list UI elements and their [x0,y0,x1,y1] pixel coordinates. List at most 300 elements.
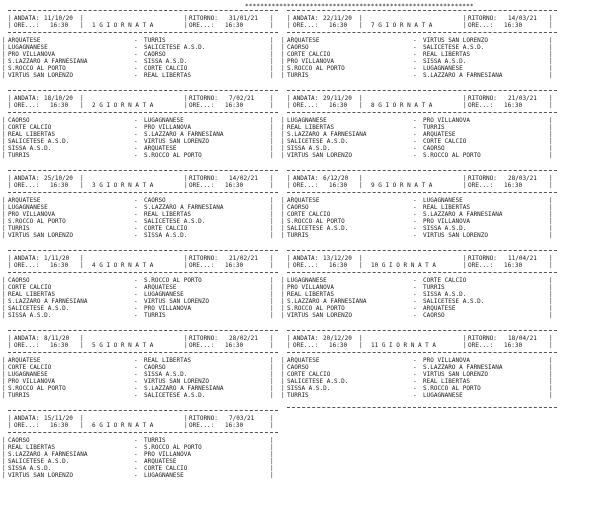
header-stars: ************************************************************ [245,3,474,10]
giornata-dates-row [8,95,278,102]
bar: | [281,378,285,385]
bar: | [463,255,467,262]
bar: | [463,22,467,29]
left-column [2,10,278,490]
bar: | [281,204,285,211]
bar: | [281,291,285,298]
bar: | [270,422,274,429]
bar: | [549,182,553,189]
home-team: VIRTUS SAN LORENZO [8,72,74,79]
bar: | [270,371,274,378]
match-row [2,392,278,399]
ore-ritorno: 16:30 [225,22,244,29]
home-team: S.LAZZARO A FARNESIANA [287,131,367,138]
bar: | [2,204,6,211]
match-row [281,392,557,399]
giornata-title: 8 G I O R N A T A [371,102,433,109]
ore-ritorno: 16:30 [225,342,244,349]
match-separator: - [134,138,138,145]
match-row [2,131,278,138]
home-team: CAORSO [287,44,309,51]
bar: | [549,255,553,262]
home-team: SISSA A.S.D. [8,145,52,152]
giornata-time-row [8,182,278,189]
match-row [281,364,557,371]
bar: | [270,152,274,159]
away-team: VIRTUS SAN LORENZO [423,37,489,44]
match-separator: - [134,152,138,159]
ritorno-date: 28/02/21 [229,335,258,342]
bar: | [463,15,467,22]
ore-andata: 16:30 [50,342,69,349]
bar: | [549,65,553,72]
bar: | [2,385,6,392]
bar: | [270,124,274,131]
match-row [2,284,278,291]
ritorno-date: 28/03/21 [508,175,537,182]
bar: | [549,152,553,159]
bar: | [287,15,291,22]
ritorno-date: 14/03/21 [508,15,537,22]
bar: | [80,102,84,109]
bar: | [8,95,12,102]
bar: | [281,51,285,58]
bar: | [184,255,188,262]
giornata-time-row [287,102,557,109]
home-team: ARQUATESE [8,37,41,44]
match-row [281,117,557,124]
match-separator: - [413,385,417,392]
match-row [2,218,278,225]
bar: | [270,58,274,65]
bar: | [549,95,553,102]
ore-andata: 16:30 [50,182,69,189]
match-row [281,298,557,305]
match-separator: - [134,51,138,58]
right-column [281,10,557,412]
bar: | [281,58,285,65]
home-team: CORTE CALCIO [287,51,331,58]
bar: | [270,117,274,124]
home-team: LUGAGNANESE [287,277,327,284]
away-team: S.LAZZARO A FARNESIANA [144,204,224,211]
bar: | [359,342,363,349]
match-separator: - [134,451,138,458]
bar: | [270,204,274,211]
home-team: PRO VILLANOVA [8,211,55,218]
divider [8,192,278,193]
bar: | [80,335,84,342]
divider [287,330,557,331]
home-team: SALICETESE A.S.D. [287,138,349,145]
home-team: ARQUATESE [8,197,41,204]
andata-label: ANDATA: [14,95,40,102]
match-separator: - [413,58,417,65]
bar: | [281,371,285,378]
bar: | [2,444,6,451]
bar: | [184,335,188,342]
bar: | [2,437,6,444]
match-row [281,357,557,364]
bar: | [8,342,12,349]
match-row [281,385,557,392]
match-row [2,437,278,444]
away-team: VIRTUS SAN LORENZO [144,378,210,385]
bar: | [281,225,285,232]
giornata-title: 2 G I O R N A T A [92,102,154,109]
match-separator: - [413,131,417,138]
home-team: ARQUATESE [287,197,320,204]
bar: | [287,342,291,349]
andata-date: 8/11/20 [44,335,70,342]
bar: | [80,415,84,422]
divider [8,410,278,411]
match-row [2,277,278,284]
home-team: VIRTUS SAN LORENZO [287,152,353,159]
giornata-title: 3 G I O R N A T A [92,182,154,189]
bar: | [463,262,467,269]
away-team: PRO VILLANOVA [144,305,191,312]
ore-label: ORE...: [468,262,494,269]
bar: | [2,197,6,204]
match-row [281,37,557,44]
match-row [2,204,278,211]
match-separator: - [134,392,138,399]
home-team: CORTE CALCIO [287,211,331,218]
bar: | [549,22,553,29]
bar: | [270,72,274,79]
match-row [2,291,278,298]
andata-label: ANDATA: [14,415,40,422]
andata-date: 11/10/20 [44,15,73,22]
ore-label: ORE...: [293,262,319,269]
bar: | [549,277,553,284]
bar: | [281,392,285,399]
bar: | [270,392,274,399]
match-separator: - [134,298,138,305]
divider [8,32,278,33]
bar: | [8,175,12,182]
andata-date: 1/11/20 [44,255,70,262]
away-team: PRO VILLANOVA [144,124,191,131]
away-team: CORTE CALCIO [423,138,467,145]
andata-date: 6/12/20 [323,175,349,182]
giornata-block [281,250,557,330]
away-team: LUGAGNANESE [144,472,184,479]
giornata-title: 9 G I O R N A T A [371,182,433,189]
bar: | [2,451,6,458]
match-row [281,152,557,159]
home-team: ARQUATESE [287,37,320,44]
away-team: CORTE CALCIO [144,465,188,472]
match-row [2,444,278,451]
giornata-dates-row [287,15,557,22]
home-team: SISSA A.S.D. [287,145,331,152]
match-row [2,232,278,239]
ritorno-label: RITORNO: [468,175,497,182]
bar: | [359,335,363,342]
ore-label: ORE...: [14,422,40,429]
bar: | [549,51,553,58]
home-team: CORTE CALCIO [8,364,52,371]
home-team: S.LAZZARO A FARNESIANA [8,451,88,458]
away-team: PRO VILLANOVA [144,451,191,458]
match-separator: - [413,291,417,298]
ore-andata: 16:30 [50,102,69,109]
away-team: SISSA A.S.D. [144,371,188,378]
match-separator: - [413,218,417,225]
divider [8,432,278,433]
ritorno-label: RITORNO: [189,335,218,342]
bar: | [8,262,12,269]
ritorno-label: RITORNO: [468,255,497,262]
match-row [281,58,557,65]
bar: | [287,335,291,342]
match-separator: - [134,218,138,225]
ore-label: ORE...: [189,102,215,109]
match-separator: - [134,385,138,392]
match-separator: - [134,65,138,72]
home-team: S.LAZZARO A FARNESIANA [8,298,88,305]
match-row [2,385,278,392]
match-row [2,357,278,364]
away-team: CORTE CALCIO [144,225,188,232]
away-team: TURRIS [423,124,445,131]
bar: | [281,357,285,364]
giornata-dates-row [287,95,557,102]
home-team: TURRIS [287,392,309,399]
match-separator: - [413,364,417,371]
bar: | [184,102,188,109]
divider [287,112,557,113]
giornata-block [281,90,557,170]
match-separator: - [134,197,138,204]
match-separator: - [413,371,417,378]
giornata-block [281,330,557,410]
match-row [281,312,557,319]
match-separator: - [134,437,138,444]
bar: | [270,364,274,371]
home-team: REAL LIBERTAS [8,444,55,451]
divider [287,10,557,11]
bar: | [2,298,6,305]
match-separator: - [413,145,417,152]
ore-label: ORE...: [14,262,40,269]
home-team: SISSA A.S.D. [287,385,331,392]
match-separator: - [134,211,138,218]
bar: | [549,291,553,298]
match-separator: - [134,458,138,465]
ore-label: ORE...: [14,22,40,29]
bar: | [549,15,553,22]
bar: | [270,211,274,218]
bar: | [270,451,274,458]
home-team: LUGAGNANESE [287,117,327,124]
home-team: SISSA A.S.D. [8,465,52,472]
away-team: SISSA A.S.D. [423,225,467,232]
andata-label: ANDATA: [293,15,319,22]
match-separator: - [413,298,417,305]
away-team: S.ROCCO AL PORTO [423,385,481,392]
giornata-title: 11 G I O R N A T A [371,342,437,349]
bar: | [549,145,553,152]
divider [8,250,278,251]
bar: | [270,291,274,298]
divider [287,32,557,33]
match-separator: - [134,204,138,211]
match-separator: - [134,72,138,79]
ore-label: ORE...: [189,22,215,29]
match-separator: - [134,305,138,312]
giornata-dates-row [8,15,278,22]
match-row [2,138,278,145]
away-team: REAL LIBERTAS [423,378,470,385]
home-team: ARQUATESE [8,357,41,364]
bar: | [549,58,553,65]
bar: | [281,138,285,145]
home-team: S.ROCCO AL PORTO [8,218,66,225]
home-team: CORTE CALCIO [8,284,52,291]
giornata-time-row [287,262,557,269]
bar: | [2,277,6,284]
bar: | [281,211,285,218]
away-team: LUGAGNANESE [423,197,463,204]
bar: | [287,262,291,269]
bar: | [281,65,285,72]
away-team: ARQUATESE [144,458,177,465]
bar: | [270,65,274,72]
ore-ritorno: 16:30 [225,102,244,109]
bar: | [80,255,84,262]
ore-ritorno: 16:30 [504,342,523,349]
home-team: PRO VILLANOVA [287,284,334,291]
bar: | [463,102,467,109]
ore-ritorno: 16:30 [504,182,523,189]
bar: | [549,218,553,225]
away-team: TURRIS [144,312,166,319]
bar: | [2,44,6,51]
bar: | [549,305,553,312]
giornata-time-row [8,342,278,349]
bar: | [270,378,274,385]
bar: | [463,95,467,102]
bar: | [8,415,12,422]
giornata-time-row [287,22,557,29]
andata-label: ANDATA: [14,15,40,22]
bar: | [270,465,274,472]
home-team: S.ROCCO AL PORTO [8,65,66,72]
match-separator: - [413,312,417,319]
match-separator: - [413,44,417,51]
divider [287,272,557,273]
match-separator: - [134,364,138,371]
bar: | [270,335,274,342]
match-row [2,58,278,65]
match-row [2,298,278,305]
bar: | [2,392,6,399]
home-team: CORTE CALCIO [287,371,331,378]
ritorno-date: 11/04/21 [508,255,537,262]
bar: | [80,342,84,349]
match-separator: - [413,378,417,385]
home-team: S.ROCCO AL PORTO [8,385,66,392]
away-team: REAL LIBERTAS [144,72,191,79]
bar: | [359,182,363,189]
away-team: VIRTUS SAN LORENZO [144,138,210,145]
ore-andata: 16:30 [50,22,69,29]
match-separator: - [134,145,138,152]
ore-ritorno: 16:30 [504,262,523,269]
bar: | [281,197,285,204]
home-team: SALICETESE A.S.D. [8,138,70,145]
away-team: REAL LIBERTAS [423,51,470,58]
ore-label: ORE...: [189,262,215,269]
bar: | [281,44,285,51]
bar: | [270,37,274,44]
match-separator: - [413,124,417,131]
bar: | [549,284,553,291]
match-separator: - [134,232,138,239]
home-team: CAORSO [287,364,309,371]
away-team: PRO VILLANOVA [423,357,470,364]
ore-andata: 16:30 [329,342,348,349]
bar: | [8,182,12,189]
bar: | [270,138,274,145]
bar: | [80,175,84,182]
match-separator: - [134,44,138,51]
giornata-time-row [8,22,278,29]
ritorno-date: 14/02/21 [229,175,258,182]
ore-label: ORE...: [14,342,40,349]
match-row [281,72,557,79]
match-separator: - [134,357,138,364]
giornata-time-row [287,182,557,189]
bar: | [2,138,6,145]
match-separator: - [134,225,138,232]
ritorno-label: RITORNO: [189,15,218,22]
match-row [281,197,557,204]
away-team: S.LAZZARO A FARNESIANA [144,385,224,392]
away-team: LUGAGNANESE [423,65,463,72]
home-team: SALICETESE A.S.D. [287,225,349,232]
match-row [281,232,557,239]
away-team: TURRIS [144,437,166,444]
away-team: VIRTUS SAN LORENZO [423,232,489,239]
match-row [2,211,278,218]
bar: | [270,305,274,312]
bar: | [8,255,12,262]
bar: | [281,37,285,44]
bar: | [270,218,274,225]
bar: | [549,385,553,392]
andata-date: 25/10/20 [44,175,73,182]
andata-date: 22/11/20 [323,15,352,22]
match-separator: - [134,37,138,44]
home-team: VIRTUS SAN LORENZO [287,312,353,319]
bar: | [270,95,274,102]
divider [8,352,278,353]
match-row [2,465,278,472]
match-row [281,378,557,385]
bar: | [549,117,553,124]
ore-label: ORE...: [14,182,40,189]
away-team: TURRIS [144,37,166,44]
andata-date: 15/11/20 [44,415,73,422]
ore-andata: 16:30 [329,262,348,269]
bar: | [2,378,6,385]
bar: | [184,15,188,22]
bar: | [270,342,274,349]
